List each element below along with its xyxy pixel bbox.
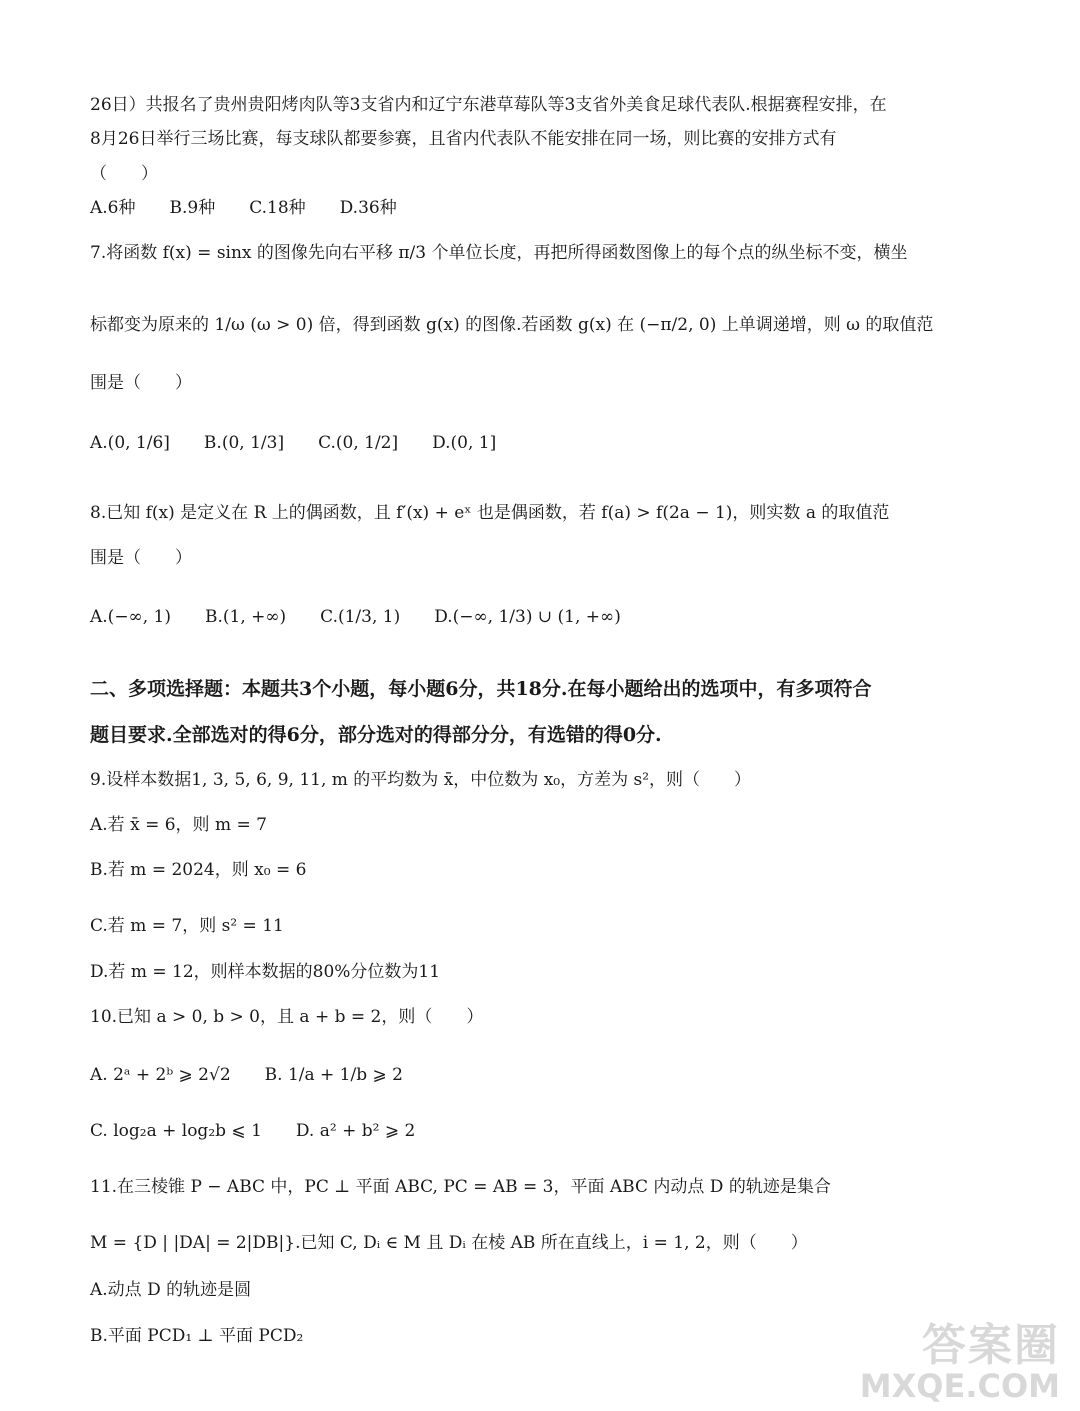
q8-options: A.(−∞, 1) B.(1, +∞) C.(1/3, 1) D.(−∞, 1/3) ∪ (1, +∞)	[90, 607, 621, 627]
q10-options-ab: A. 2ᵃ + 2ᵇ ⩾ 2√2 B. 1/a + 1/b ⩾ 2	[90, 1065, 403, 1085]
q8-text-line-1: 8.已知 f(x) 是定义在 R 上的偶函数，且 f′(x) + eˣ 也是偶函数，若 f(a) > f(2a − 1)，则实数 a 的取值范	[90, 503, 890, 523]
q6-options: A.6种 B.9种 C.18种 D.36种	[90, 198, 397, 218]
section-2-heading-line-2: 题目要求.全部选对的得6分，部分选对的得部分分，有选错的得0分.	[90, 724, 662, 746]
q9-stem: 9.设样本数据1, 3, 5, 6, 9, 11, m 的平均数为 x̄，中位数为 x₀，方差为 s²，则（ ）	[90, 770, 752, 790]
q8-text-line-2: 围是（ ）	[90, 548, 192, 568]
q10-stem: 10.已知 a > 0, b > 0，且 a + b = 2，则（ ）	[90, 1007, 484, 1027]
q11-stem-line-1: 11.在三棱锥 P − ABC 中，PC ⊥ 平面 ABC, PC = AB = 3，平面 ABC 内动点 D 的轨迹是集合	[90, 1177, 831, 1197]
q11-option-a: A.动点 D 的轨迹是圆	[90, 1280, 252, 1300]
q7-text-line-3: 围是（ ）	[90, 373, 192, 393]
q6-text-line-1: 26日）共报名了贵州贵阳烤肉队等3支省内和辽宁东港草莓队等3支省外美食足球代表队.根据赛程安排，在	[90, 95, 887, 115]
section-2-heading-line-1: 二、多项选择题：本题共3个小题，每小题6分，共18分.在每小题给出的选项中，有多项符合	[90, 678, 872, 700]
watermark-cn: 答案圈	[922, 1320, 1060, 1371]
q7-text-line-2: 标都变为原来的 1/ω (ω > 0) 倍，得到函数 g(x) 的图像.若函数 g(x) 在 (−π/2, 0) 上单调递增，则 ω 的取值范	[90, 315, 934, 335]
q6-text-line-2: 8月26日举行三场比赛，每支球队都要参赛，且省内代表队不能安排在同一场，则比赛的安排方式有	[90, 129, 837, 149]
q11-stem-line-2: M = {D | |DA| = 2|DB|}.已知 C, Dᵢ ∈ M 且 Dᵢ 在棱 AB 所在直线上，i = 1, 2，则（ ）	[90, 1233, 808, 1253]
q6-answer-bracket: （ ）	[90, 164, 158, 184]
q11-option-b: B.平面 PCD₁ ⊥ 平面 PCD₂	[90, 1326, 304, 1346]
watermark-logo	[860, 1309, 1060, 1405]
q7-options: A.(0, 1/6] B.(0, 1/3] C.(0, 1/2] D.(0, 1]	[90, 433, 497, 453]
watermark-url: MXQE.COM	[859, 1367, 1060, 1405]
q10-options-cd: C. log₂a + log₂b ⩽ 1 D. a² + b² ⩾ 2	[90, 1121, 416, 1141]
q9-option-d: D.若 m = 12，则样本数据的80%分位数为11	[90, 962, 441, 982]
q9-option-b: B.若 m = 2024，则 x₀ = 6	[90, 860, 307, 880]
q7-text-line-1: 7.将函数 f(x) = sinx 的图像先向右平移 π/3 个单位长度，再把所得函数图像上的每个点的纵坐标不变，横坐	[90, 243, 908, 263]
q9-option-a: A.若 x̄ = 6，则 m = 7	[90, 815, 267, 835]
q9-option-c: C.若 m = 7，则 s² = 11	[90, 916, 284, 936]
